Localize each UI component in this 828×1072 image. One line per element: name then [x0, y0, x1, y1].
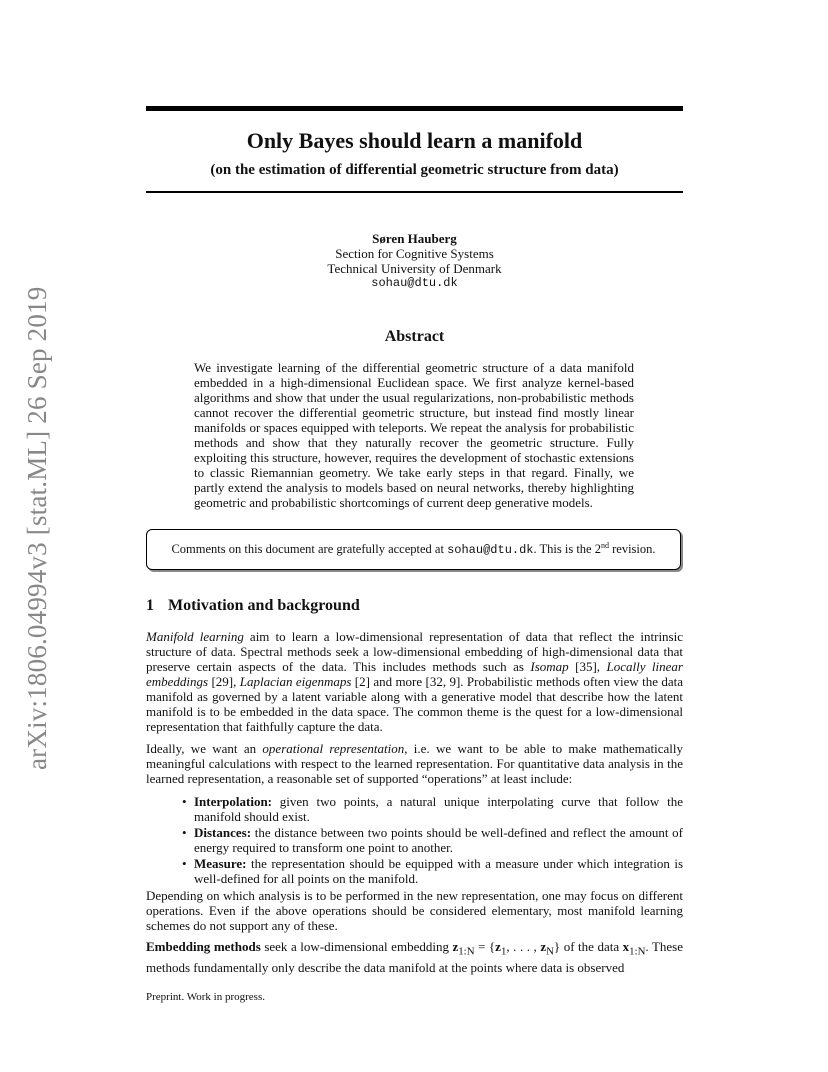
p4-text-d: } of the data	[553, 939, 623, 954]
p2-text-b: , i.e. we want to be able to make mathematically meaningful calculations with respect to the learned representation. For quantitative data analysis in the learned representation, a reasonable set of supported “operations” at least include:	[146, 741, 683, 786]
comment-email[interactable]: sohau@dtu.dk	[447, 543, 534, 558]
comment-prefix: Comments on this document are gratefully accepted at	[171, 542, 448, 557]
math-sub: 1	[500, 945, 507, 958]
p2-text-a: Ideally, we want an	[146, 741, 263, 756]
paper-title: Only Bayes should learn a manifold	[246, 128, 583, 153]
p1-text-a: aim to learn a low-dimensional representation of data that reflect the intrinsic structure of data. Spectral methods seek a low-dimensional embedding of high-dimensional data that preserve certain aspects of the data. This includes methods such as	[146, 629, 684, 674]
p2-term-operational: operational representation	[262, 741, 405, 756]
math-sub: 1:N	[629, 945, 646, 958]
comment-middle: . This is the 2	[533, 542, 601, 557]
math-sub: 1:N	[458, 945, 475, 958]
author-affiliation-2: Technical University of Denmark	[327, 261, 502, 276]
p1-text-c: [29],	[208, 674, 240, 689]
bullet-text: given two points, a natural unique interpolating curve that follow the manifold should exist.	[194, 794, 683, 824]
math-sub: N	[546, 945, 554, 958]
p4-text-b: = {	[474, 939, 496, 954]
math-z: z	[495, 939, 501, 954]
bullet-text: the representation should be equipped with a measure under which integration is well-defined for all points on the manifold.	[194, 856, 683, 886]
paragraph-1	[146, 629, 683, 734]
p1-term-isomap: Isomap	[530, 659, 569, 674]
paragraph-3: Depending on which analysis is to be performed in the new representation, one may focus on different operations. Even if the above operations should be considered elementary, most manifold learning schemes do not support any of these.	[146, 888, 683, 933]
bullet-label: Measure:	[194, 856, 247, 871]
section-number: 1	[146, 597, 154, 614]
title-top-rule	[146, 106, 683, 111]
bullet-label: Interpolation:	[194, 794, 272, 809]
bullet-text: the distance between two points should be well-defined and reflect the amount of energy required to transform one point to another.	[194, 825, 683, 855]
footer-note: Preprint. Work in progress.	[146, 991, 265, 1003]
p1-term-manifold-learning: Manifold learning	[146, 629, 244, 644]
list-item	[184, 825, 683, 855]
math-z: z	[452, 939, 459, 954]
author-email[interactable]: sohau@dtu.dk	[371, 276, 458, 290]
author-block	[146, 231, 683, 291]
author-name: Søren Hauberg	[372, 231, 457, 246]
paragraph-4	[146, 939, 683, 975]
math-z: z	[540, 939, 547, 954]
p1-text-d: [2] and more [32, 9]. Probabilistic methods often view the data manifold as governed by a latent variable along with a generative model that describe how the latent manifold is to be embedded in the data space. The common theme is the quest for a low-dimensional representation that faithfully capture the data.	[146, 674, 683, 734]
abstract-text: We investigate learning of the differential geometric structure of a data manifold embedded in a high-dimensional Euclidean space. We first analyze kernel-based algorithms and show that under the usual regularizations, non-probabilistic methods cannot recover the differential geometric structure, but instead find mostly linear manifolds or spaces equipped with teleports. We repeat the analysis for probabilistic methods and show that they naturally recover the geometric structure. Fully exploiting this structure, however, requires the development of stochastic extensions to classic Riemannian geometry. We take early steps in that regard. Finally, we partly extend the analysis to models based on neural networks, thereby highlighting geometric and probabilistic shortcomings of current deep generative models.	[194, 360, 634, 510]
title-bottom-rule	[146, 191, 683, 193]
section-title: Motivation and background	[168, 597, 360, 614]
p1-term-laplacian: Laplacian eigenmaps	[239, 674, 352, 689]
math-x: x	[622, 939, 630, 954]
section-heading	[146, 597, 360, 615]
list-item	[184, 856, 683, 886]
arxiv-identifier: arXiv:1806.04994v3 [stat.ML] 26 Sep 2019	[22, 286, 52, 770]
p1-text-b: [35],	[568, 659, 607, 674]
abstract-heading: Abstract	[384, 328, 445, 345]
p4-text-a: seek a low-dimensional embedding	[260, 939, 453, 954]
paragraph-2	[146, 741, 683, 786]
p4-term-embedding: Embedding methods	[146, 939, 261, 954]
list-item	[184, 794, 683, 824]
operations-list	[184, 794, 683, 887]
paper-subtitle: (on the estimation of differential geometric structure from data)	[210, 162, 619, 178]
comment-sup: nd	[600, 541, 609, 551]
comment-box	[146, 529, 681, 570]
bullet-label: Distances:	[194, 825, 252, 840]
comment-suffix: revision.	[608, 542, 656, 557]
author-affiliation-1: Section for Cognitive Systems	[335, 246, 494, 261]
p1-term-lle: Locally linear embeddings	[146, 659, 683, 689]
p4-text-c: , . . . ,	[506, 939, 541, 954]
p4-text-e: . These methods fundamentally only describe the data manifold at the points where data is observed	[146, 939, 684, 975]
